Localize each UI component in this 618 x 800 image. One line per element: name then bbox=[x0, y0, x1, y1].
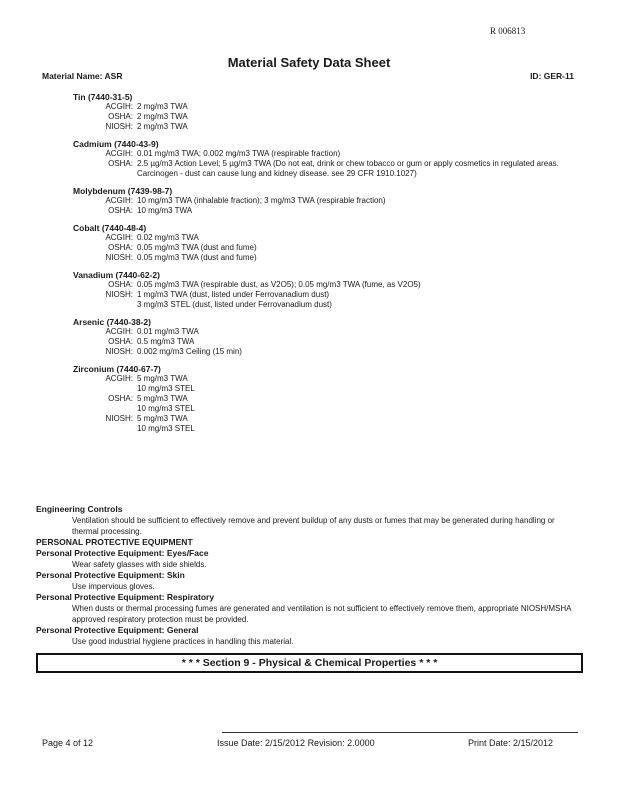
limit-values bbox=[137, 122, 567, 132]
document-id: ID: GER-11 bbox=[530, 71, 574, 81]
substance-block bbox=[0, 270, 618, 310]
limit-values bbox=[137, 280, 567, 290]
agency-label: OSHA: bbox=[108, 394, 133, 403]
limit-row bbox=[73, 337, 618, 347]
limit-values bbox=[137, 149, 567, 159]
respiratory-heading: Personal Protective Equipment: Respiratory bbox=[36, 592, 215, 602]
skin-heading: Personal Protective Equipment: Skin bbox=[36, 570, 185, 580]
respiratory-text: When dusts or thermal processing fumes are generated and ventilation is not sufficient to effectively remove them, appropriate NIOSH/MSHA approved respiratory protection must be provided. bbox=[72, 604, 572, 624]
issue-date: Issue Date: 2/15/2012 Revision: 2.0000 bbox=[217, 738, 375, 748]
substance-heading bbox=[73, 317, 618, 327]
limit-value: 10 mg/m3 TWA (inhalable fraction); 3 mg/m3 TWA (respirable fraction) bbox=[137, 196, 386, 205]
limit-values bbox=[137, 233, 567, 243]
limit-value: 0.02 mg/m3 TWA bbox=[137, 233, 199, 242]
substance-heading bbox=[73, 223, 618, 233]
limit-values bbox=[137, 159, 567, 179]
agency-label: NIOSH: bbox=[105, 414, 133, 423]
document-stamp: R 006813 bbox=[490, 26, 526, 36]
limit-value: 0.002 mg/m3 Ceiling (15 min) bbox=[137, 347, 242, 356]
limit-value: 5 mg/m3 TWA bbox=[137, 374, 188, 383]
substance-heading bbox=[73, 364, 618, 374]
limit-row bbox=[73, 122, 618, 132]
substance-name: Cadmium bbox=[73, 139, 112, 149]
limit-values bbox=[137, 290, 567, 310]
agency-label: ACGIH: bbox=[105, 196, 133, 205]
agency-label: ACGIH: bbox=[105, 233, 133, 242]
limit-value: 0.01 mg/m3 TWA bbox=[137, 327, 199, 336]
limit-value: 0.5 mg/m3 TWA bbox=[137, 337, 195, 346]
limit-value: 1 mg/m3 TWA (dust, listed under Ferrovanadium dust) bbox=[137, 290, 330, 299]
limit-value: 3 mg/m3 STEL (dust, listed under Ferrovanadium dust) bbox=[137, 300, 332, 309]
agency-label: NIOSH: bbox=[105, 122, 133, 131]
agency-label: OSHA: bbox=[108, 280, 133, 289]
limit-value: 0.05 mg/m3 TWA (dust and fume) bbox=[137, 253, 257, 262]
agency-label: OSHA: bbox=[108, 112, 133, 121]
limit-row bbox=[73, 159, 618, 179]
agency-label: NIOSH: bbox=[105, 347, 133, 356]
agency-label: NIOSH: bbox=[105, 290, 133, 299]
substance-block bbox=[0, 92, 618, 132]
limit-values bbox=[137, 374, 567, 394]
substance-block bbox=[0, 364, 618, 434]
limit-value: 10 mg/m3 STEL bbox=[137, 404, 195, 413]
limit-row bbox=[73, 347, 618, 357]
substance-name: Molybdenum bbox=[73, 186, 126, 196]
limit-value: 5 mg/m3 TWA bbox=[137, 394, 188, 403]
limit-value: 10 mg/m3 TWA bbox=[137, 206, 193, 215]
limit-row bbox=[73, 414, 618, 434]
engineering-heading: Engineering Controls bbox=[36, 504, 123, 514]
limit-values bbox=[137, 337, 567, 347]
substance-name: Zirconium bbox=[73, 364, 115, 374]
agency-label: ACGIH: bbox=[105, 374, 133, 383]
limit-value: 2 mg/m3 TWA bbox=[137, 112, 188, 121]
substance-name: Vanadium bbox=[73, 270, 114, 280]
limit-values bbox=[137, 414, 567, 434]
material-name: Material Name: ASR bbox=[42, 71, 123, 81]
limit-value: 0.05 mg/m3 TWA (respirable dust, as V2O5); 0.05 mg/m3 TWA (fume, as V2O5) bbox=[137, 280, 421, 289]
substance-heading bbox=[73, 186, 618, 196]
cas-number: (7440-38-2) bbox=[106, 317, 151, 327]
limit-value: 10 mg/m3 STEL bbox=[137, 384, 195, 393]
ppe-heading: PERSONAL PROTECTIVE EQUIPMENT bbox=[36, 537, 193, 547]
agency-label: OSHA: bbox=[108, 243, 133, 252]
agency-label: OSHA: bbox=[108, 337, 133, 346]
substance-block bbox=[0, 186, 618, 216]
general-text: Use good industrial hygiene practices in handling this material. bbox=[72, 637, 294, 646]
substance-block bbox=[0, 317, 618, 357]
limit-row bbox=[73, 102, 618, 112]
agency-label: OSHA: bbox=[108, 206, 133, 215]
agency-label: ACGIH: bbox=[105, 149, 133, 158]
page-title: Material Safety Data Sheet bbox=[227, 55, 391, 70]
eyes-heading: Personal Protective Equipment: Eyes/Face bbox=[36, 548, 209, 558]
substance-name: Cobalt bbox=[73, 223, 100, 233]
substance-name: Arsenic bbox=[73, 317, 105, 327]
cas-number: (7440-48-4) bbox=[101, 223, 147, 233]
limit-value: 10 mg/m3 STEL bbox=[137, 424, 195, 433]
limit-row bbox=[73, 374, 618, 394]
cas-number: (7439-98-7) bbox=[127, 186, 173, 196]
substance-heading bbox=[73, 270, 618, 280]
substance-block bbox=[0, 139, 618, 179]
limit-row bbox=[73, 253, 618, 263]
section-9-banner: * * * Section 9 - Physical & Chemical Properties * * * bbox=[36, 653, 583, 673]
engineering-text: Ventilation should be sufficient to effectively remove and prevent buildup of any dusts or fumes that may be generated during handling or thermal processing. bbox=[72, 516, 555, 536]
limit-row bbox=[73, 243, 618, 253]
limit-values bbox=[137, 253, 567, 263]
substance-name: Tin bbox=[73, 92, 86, 102]
limit-row bbox=[73, 233, 618, 243]
print-date: Print Date: 2/15/2012 bbox=[468, 738, 554, 748]
limit-row bbox=[73, 196, 618, 206]
footer-divider bbox=[222, 732, 578, 733]
substance-heading bbox=[73, 139, 618, 149]
limit-row bbox=[73, 206, 618, 216]
cas-number: (7440-62-2) bbox=[115, 270, 160, 280]
agency-label: OSHA: bbox=[108, 159, 133, 168]
limit-values bbox=[137, 243, 567, 253]
limit-row bbox=[73, 112, 618, 122]
limit-value: 2 mg/m3 TWA bbox=[137, 122, 188, 131]
limit-values bbox=[137, 102, 567, 112]
limit-row bbox=[73, 394, 618, 414]
agency-label: ACGIH: bbox=[105, 102, 133, 111]
limit-values bbox=[137, 347, 567, 357]
agency-label: ACGIH: bbox=[105, 327, 133, 336]
limit-values bbox=[137, 206, 567, 216]
limit-row bbox=[73, 327, 618, 337]
cas-number: (7440-43-9) bbox=[114, 139, 159, 149]
substance-heading bbox=[73, 92, 618, 102]
exposure-limits-list bbox=[0, 92, 618, 441]
page-number: Page 4 of 12 bbox=[42, 738, 94, 748]
limit-row bbox=[73, 290, 618, 310]
limit-values bbox=[137, 112, 567, 122]
cas-number: (7440-67-7) bbox=[116, 364, 161, 374]
limit-value: 2 mg/m3 TWA bbox=[137, 102, 188, 111]
substance-block bbox=[0, 223, 618, 263]
limit-row bbox=[73, 280, 618, 290]
limit-value: 2.5 µg/m3 Action Level; 5 µg/m3 TWA (Do not eat, drink or chew tobacco or gum or apply cosmetics in regulated areas. Carcinogen - dust can cause lung and kidney disease. see 29 CFR 1910.1027) bbox=[137, 159, 562, 178]
limit-value: 5 mg/m3 TWA bbox=[137, 414, 188, 423]
limit-value: 0.05 mg/m3 TWA (dust and fume) bbox=[137, 243, 257, 252]
limit-values bbox=[137, 196, 567, 206]
cas-number: (7440-31-5) bbox=[87, 92, 133, 102]
agency-label: NIOSH: bbox=[105, 253, 133, 262]
eyes-text: Wear safety glasses with side shields. bbox=[72, 560, 207, 569]
limit-row bbox=[73, 149, 618, 159]
limit-value: 0.01 mg/m3 TWA; 0.002 mg/m3 TWA (respirable fraction) bbox=[137, 149, 341, 158]
skin-text: Use impervious gloves. bbox=[72, 582, 155, 591]
controls-section bbox=[36, 504, 581, 647]
general-heading: Personal Protective Equipment: General bbox=[36, 625, 199, 635]
limit-values bbox=[137, 327, 567, 337]
limit-values bbox=[137, 394, 567, 414]
